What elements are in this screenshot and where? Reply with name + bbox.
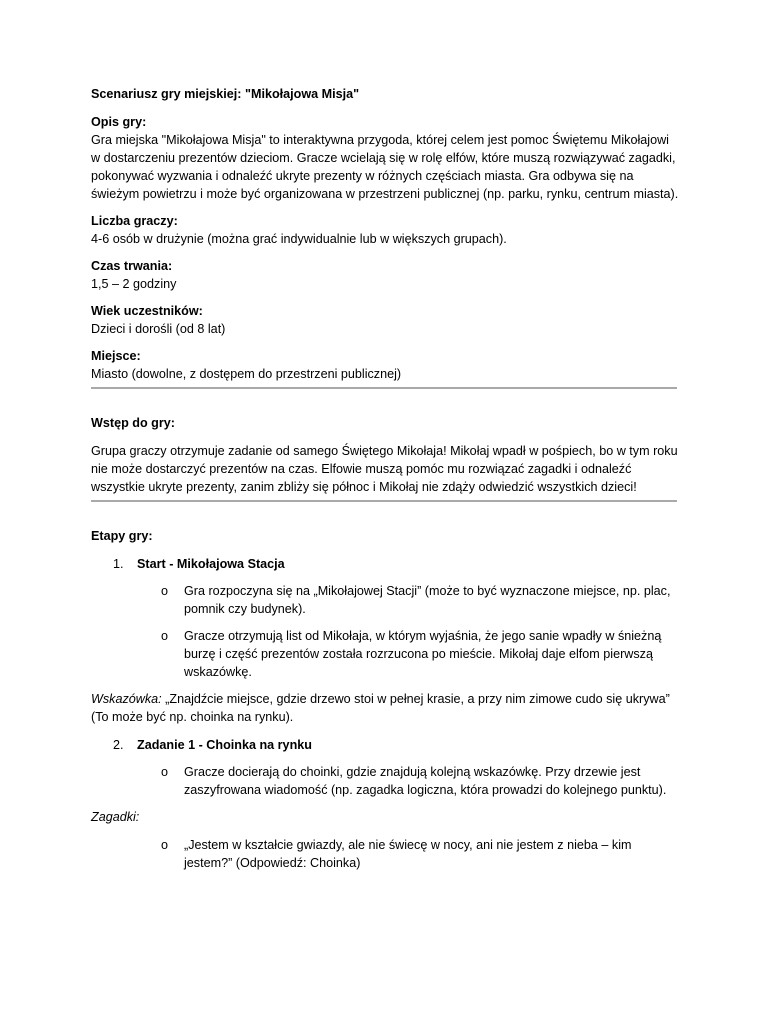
hint-text: „Znajdźcie miejsce, gdzie drzewo stoi w pełnej krasie, a przy nim zimowe cudo się ukrywa” (To może być np. choinka na rynku). (91, 692, 670, 724)
bullet-text: Gra rozpoczyna się na „Mikołajowej Stacji” (może to być wyznaczone miejsce, np. plac, pomnik czy budynek). (184, 584, 671, 616)
bullet-text: Gracze otrzymują list od Mikołaja, w którym wyjaśnia, że jego sanie wpadły w śnieżną burzę i część prezentów została rozrzucona po mieście. Mikołaj daje elfom pierwszą wskazówkę. (184, 629, 662, 679)
section-wiek (91, 302, 681, 338)
step-1-title: Start - Mikołajowa Stacja (137, 557, 285, 571)
list-item (91, 763, 681, 799)
miejsce-label: Miejsce: (91, 349, 141, 363)
czas-label: Czas trwania: (91, 259, 173, 273)
step-1 (91, 555, 681, 726)
step-2 (91, 736, 681, 872)
czas-text: 1,5 – 2 godziny (91, 277, 177, 291)
opis-label: Opis gry: (91, 115, 147, 129)
etapy-heading: Etapy gry: (91, 529, 153, 543)
wstep-heading: Wstęp do gry: (91, 416, 175, 430)
miejsce-text: Miasto (dowolne, z dostępem do przestrzeni publicznej) (91, 367, 402, 381)
bullet-text: Gracze docierają do choinki, gdzie znajdują kolejną wskazówkę. Przy drzewie jest zaszyfrowana wiadomość (np. zagadka logiczna, która prowadzi do kolejnego punktu). (184, 765, 667, 797)
section-liczba (91, 212, 681, 248)
riddle-text: „Jestem w kształcie gwiazdy, ale nie świecę w nocy, ani nie jestem z nieba – kim jestem?” (Odpowiedź: Choinka) (184, 838, 632, 870)
step-2-title: Zadanie 1 - Choinka na rynku (137, 738, 312, 752)
section-czas (91, 257, 681, 293)
list-item (91, 836, 681, 872)
steps-list (91, 555, 681, 872)
liczba-label: Liczba graczy: (91, 214, 178, 228)
step-2-bullets (91, 763, 681, 799)
step-1-bullets (91, 582, 681, 681)
document-title: Scenariusz gry miejskiej: "Mikołajowa Misja" (91, 87, 360, 101)
wiek-text: Dzieci i dorośli (od 8 lat) (91, 322, 226, 336)
bullet-marker: o (161, 838, 169, 852)
list-item (91, 582, 681, 618)
riddles-list (91, 836, 681, 872)
step-1-heading (91, 555, 681, 573)
riddles-label: Zagadki: (91, 810, 140, 824)
step-2-number: 2. (113, 738, 124, 752)
document-page (91, 85, 681, 881)
wiek-label: Wiek uczestników: (91, 304, 203, 318)
liczba-text: 4-6 osób w drużynie (można grać indywidualnie lub w większych grupach). (91, 232, 507, 246)
step-1-hint (91, 690, 681, 726)
bullet-marker: o (161, 584, 169, 598)
wstep-text: Grupa graczy otrzymuje zadanie od samego Świętego Mikołaja! Mikołaj wpadł w pośpiech, bo w tym roku nie może dostarczyć prezentów na czas. Elfowie muszą pomóc mu rozwiązać zagadki i odnaleźć wszystkie ukryte prezenty, zanim zbliży się północ i Mikołaj nie zdąży odwiedzić wszystkich dzieci! (91, 444, 678, 494)
opis-text: Gra miejska "Mikołajowa Misja" to interaktywna przygoda, której celem jest pomoc Świętemu Mikołajowi w dostarczeniu prezentów dzieciom. Gracze wcielają się w rolę elfów, które muszą rozwiązywać zagadki, pokonywać wyzwania i odnaleźć ukryte prezenty w różnych częściach miasta. Gra odbywa się na świeżym powietrzu i może być organizowana w przestrzeni publicznej (np. parku, rynku, centrum miasta). (91, 133, 679, 201)
step-2-heading (91, 736, 681, 754)
section-miejsce (91, 347, 681, 383)
bullet-marker: o (161, 629, 169, 643)
hint-label: Wskazówka: (91, 692, 162, 706)
section-opis (91, 113, 681, 203)
step-1-number: 1. (113, 557, 124, 571)
bullet-marker: o (161, 765, 169, 779)
list-item (91, 627, 681, 681)
